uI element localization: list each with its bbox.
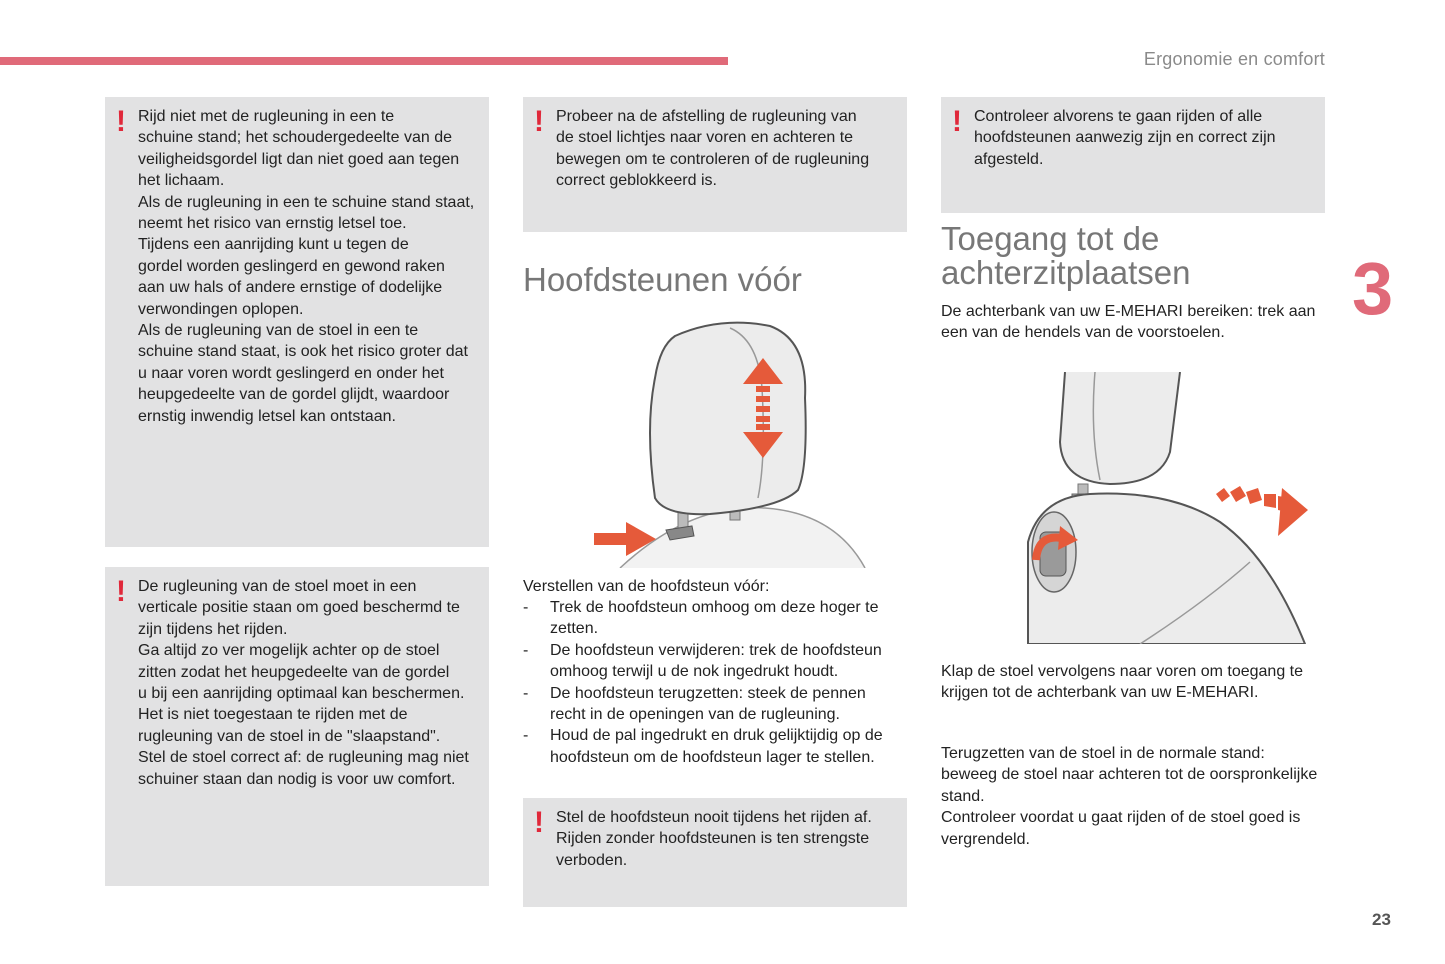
warning-text: Controleer alvorens te gaan rijden of alle hoofdsteunen aanwezig zijn en correct zijn afgesteld. xyxy=(974,108,1276,168)
headrest-steps xyxy=(523,597,907,768)
list-item: - De hoofdsteun terugzetten: steek de pennen recht in de openingen van de rugleuning. xyxy=(523,684,866,724)
heading-front-headrests: Hoofdsteunen vóór xyxy=(523,261,802,298)
rear-headrest xyxy=(1060,372,1180,484)
section-title: Ergonomie en comfort xyxy=(1143,49,1325,69)
warning-text: Probeer na de afstelling de rugleuning van de stoel lichtjes naar voren en achteren te bewegen om te controleren of de rugleuning correct geblokkeerd is. xyxy=(556,108,870,190)
warning-box-seatback-vertical xyxy=(105,567,489,886)
warning-box-seatback-lock xyxy=(523,97,907,232)
list-item: - Houd de pal ingedrukt en druk gelijktijdig op de hoofdsteun om de hoofdsteun lager te stellen. xyxy=(523,727,883,766)
headrest-cushion xyxy=(650,323,806,515)
warning-box-headrests-present xyxy=(941,97,1325,213)
warning-icon: ! xyxy=(116,575,126,608)
heading-rear-access: Toegang tot de achterzitplaatsen xyxy=(941,220,1191,291)
list-item: - Trek de hoofdsteun omhoog om deze hoger te zetten. xyxy=(523,599,879,638)
warning-icon: ! xyxy=(534,105,544,138)
seat-fold-illustration xyxy=(1020,372,1310,644)
warning-box-headrest-driving xyxy=(523,798,907,907)
rear-access-intro: De achterbank van uw E-MEHARI bereiken: trek aan een van de hendels van de voorstoelen. xyxy=(941,303,1316,342)
fold-seat-text: Klap de stoel vervolgens naar voren om toegang te krijgen tot de achterbank van uw E-MEHARI. xyxy=(941,663,1304,702)
warning-box-seatback-angle xyxy=(105,97,489,547)
warning-text: Stel de hoofdsteun nooit tijdens het rijden af. Rijden zonder hoofdsteunen is ten strengste verboden. xyxy=(556,809,872,869)
warning-text: Rijd niet met de rugleuning in een te schuine stand; het schoudergedeelte van de veiligheidsgordel ligt dan niet goed aan tegen het lichaam. Als de rugleuning in een te schuine stand staat, neemt het risico van ernstig letsel toe. Tijdens een aanrijding kunt u tegen de gordel worden geslingerd en gewond raken aan uw hals of andere ernstige of dodelijke verwondingen oplopen. Als de rugleuning van de stoel in een te schuine stand staat, is ook het risico groter dat u naar voren wordt geslingerd en onder het heupgedeelte van de gordel glijdt, waardoor ernstig inwendig letsel kan ontstaan. xyxy=(138,108,475,425)
header-accent-rule xyxy=(0,57,728,65)
warning-icon: ! xyxy=(116,105,126,138)
warning-icon: ! xyxy=(534,806,544,839)
restore-seat-text: Terugzetten van de stoel in de normale stand: beweeg de stoel naar achteren tot de oorspronkelijke stand. Controleer voordat u gaat rijden of de stoel goed is vergrendeld. xyxy=(941,745,1318,848)
warning-icon: ! xyxy=(952,105,962,138)
list-item: - De hoofdsteun verwijderen: trek de hoofdsteun omhoog terwijl u de nok ingedrukt houdt. xyxy=(523,641,882,681)
headrest-intro: Verstellen van de hoofdsteun vóór: xyxy=(523,578,770,595)
seatback-outline xyxy=(620,508,865,568)
page-number: 23 xyxy=(1372,910,1391,929)
warning-text: De rugleuning van de stoel moet in een verticale positie staan om goed beschermd te zijn tijdens het rijden. Ga altijd zo ver mogelijk achter op de stoel zitten zodat het heupgedeelte van de gordel u bij een aanrijding optimaal kan beschermen. Het is niet toegestaan te rijden met de rugleuning van de stoel in de "slaapstand". Stel de stoel correct af: de rugleuning mag niet schuiner staan dan nodig is voor uw comfort. xyxy=(138,578,469,788)
headrest-adjust-illustration xyxy=(580,318,880,568)
chapter-number: 3 xyxy=(1352,247,1394,330)
